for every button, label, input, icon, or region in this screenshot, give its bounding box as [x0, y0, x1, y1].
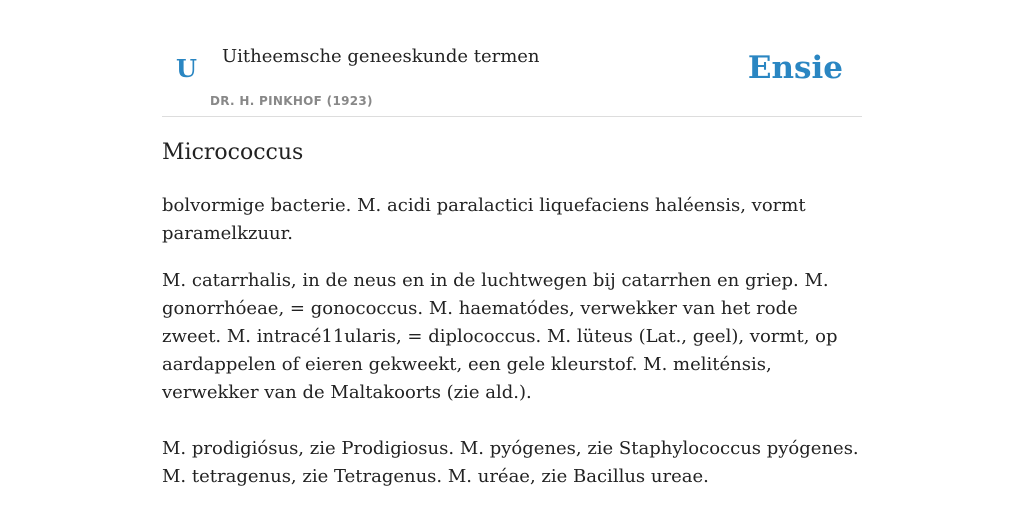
source-author: DR. H. PINKHOF (1923) [210, 94, 373, 108]
brand-logo[interactable]: Ensie [747, 50, 843, 86]
entry-paragraph: M. catarrhalis, in de neus en in de luchtwegen bij catarrhen en griep. M. gonorrhóeae, = gonococcus. M. haematódes, verwekker van het rode zweet. M. intracé11ularis, = diplococcus. M. lüteus (Lat., geel), vormt, op aardappelen of eieren gekweekt, een gele kleurstof. M. meliténsis, verwekker van de Maltakoorts (zie ald.). [162, 270, 838, 403]
source-logo[interactable]: U [176, 54, 197, 83]
source-title[interactable]: Uitheemsche geneeskunde termen [222, 46, 540, 67]
entry-title: Micrococcus [162, 140, 304, 165]
page [162, 0, 862, 512]
entry-paragraph: M. prodigiósus, zie Prodigiosus. M. pyógenes, zie Staphylococcus pyógenes. M. tetragenus, zie Tetragenus. M. uréae, zie Bacillus ureae. [162, 438, 859, 487]
entry-paragraph: bolvormige bacterie. M. acidi paralactici liquefaciens haléensis, vormt paramelkzuur. [162, 195, 806, 244]
header [162, 0, 862, 117]
